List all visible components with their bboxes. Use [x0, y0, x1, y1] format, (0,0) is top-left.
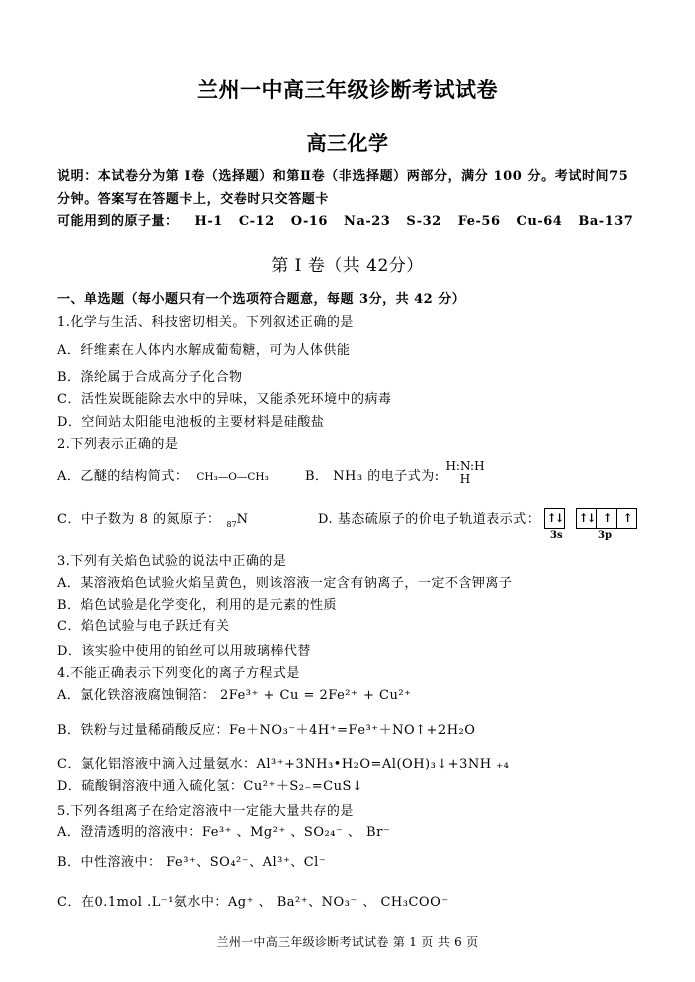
orbital-diagram: [545, 508, 637, 544]
option-text: C．中子数为 8 的氮原子：: [57, 512, 221, 527]
option-text: A．乙醚的结构简式：: [57, 469, 189, 484]
nuclide-numbers: 87: [226, 520, 237, 529]
doc-title: 兰州一中高三年级诊断考试试卷: [197, 77, 498, 102]
doc-subtitle: 高三化学: [306, 131, 389, 155]
q1-stem: 1.化学与生活、科技密切相关。下列叙述正确的是: [57, 315, 354, 330]
nuclide-symbol: N: [236, 512, 249, 527]
electron-formula-top: H:N:H: [445, 459, 485, 473]
q4-option-a: A．氯化铁溶液腐蚀铜箔： 2Fe³⁺ + Cu = 2Fe²⁺ + Cu²⁺: [57, 688, 412, 703]
atomic-mass-item: Fe-56: [457, 214, 501, 229]
section-title: 第 I 卷（共 42分）: [271, 256, 424, 276]
orbital-box: ↑: [616, 508, 637, 529]
q3-option-d: D．该实验中使用的铂丝可以用玻璃棒代替: [57, 644, 311, 659]
atomic-mass-line: [57, 214, 633, 230]
orbital-3p-group: [577, 508, 637, 529]
q1-option-a: A．纤维素在人体内水解成葡萄糖，可为人体供能: [57, 343, 351, 358]
orbital-box: ↑: [596, 508, 617, 529]
structural-formula: CH₃—O—CH₃: [196, 471, 269, 483]
q2-stem: 2.下列表示正确的是: [57, 437, 179, 452]
q4-stem: 4.不能正确表示下列变化的离子方程式是: [57, 666, 300, 681]
atomic-mass-item: H-1: [194, 214, 223, 229]
q2-option-d: D. 基态硫原子的价电子轨道表示式：: [318, 512, 541, 527]
q3-stem: 3.下列有关焰色试验的说法中正确的是: [57, 554, 287, 569]
atomic-mass-item: Na-23: [344, 214, 391, 229]
orbital-3p-label: 3p: [598, 530, 612, 541]
atomic-mass-item: O-16: [290, 214, 328, 229]
q2-option-a: [57, 469, 269, 485]
q3-option-b: B．焰色试验是化学变化，利用的是元素的性质: [57, 598, 338, 613]
q3-option-c: C．焰色试验与电子跃迁有关: [57, 619, 230, 634]
exam-note-line-1: 说明：本试卷分为第 Ⅰ卷（选择题）和第Ⅱ卷（非选择题）两部分，满分 100 分。考试时间75: [57, 169, 629, 184]
q5-option-a: A．澄清透明的溶液中：Fe³⁺ 、Mg²⁺ 、SO₂₄⁻ 、 Br⁻: [57, 825, 391, 840]
q1-option-b: B．涤纶属于合成高分子化合物: [57, 370, 243, 385]
q1-option-d: D．空间站太阳能电池板的主要材料是硅酸盐: [57, 415, 325, 430]
electron-formula-bottom: H: [459, 472, 471, 486]
orbital-box: ↑↓: [544, 508, 565, 529]
orbital-box: ↑↓: [576, 508, 597, 529]
q4-option-d: D．硫酸铜溶液中通入硫化氢：Cu²⁺＋S₂₋=CuS↓: [57, 779, 364, 794]
q4-option-b: B．铁粉与过量稀硝酸反应：Fe＋NO₃⁻＋4H⁺=Fe³⁺＋NO↑+2H₂O: [57, 723, 476, 738]
atomic-mass-item: C-12: [238, 214, 275, 229]
q4-option-c: C．氯化铝溶液中滴入过量氨水：Al³⁺+3NH₃•H₂O=Al(OH)₃↓+3NH ₊₄: [57, 757, 510, 772]
q5-option-c: C．在0.1mol .L⁻¹氨水中：Ag⁺ 、 Ba²⁺、NO₃⁻ 、 CH₃COO⁻: [57, 895, 449, 910]
page-footer: 兰州一中高三年级诊断考试试卷 第 1 页 共 6 页: [216, 935, 479, 949]
atomic-mass-label: 可能用到的原子量：: [57, 214, 179, 229]
q1-option-c: C．活性炭既能除去水中的异味，又能杀死环境中的病毒: [57, 392, 392, 407]
orbital-3s-group: [545, 508, 565, 529]
q5-stem: 5.下列各组离子在给定溶液中一定能大量共存的是: [57, 804, 354, 819]
exam-note-line-2: 分钟。答案写在答题卡上，交卷时只交答题卡: [57, 192, 330, 207]
q3-option-a: A．某溶液焰色试验火焰呈黄色，则该溶液一定含有钠离子，一定不含钾离子: [57, 576, 513, 591]
q5-option-b: B．中性溶液中： Fe³⁺、SO₄²⁻、Al³⁺、Cl⁻: [57, 855, 327, 870]
atomic-mass-item: S-32: [406, 214, 442, 229]
q2-option-b: B． NH₃ 的电子式为:: [305, 469, 440, 484]
q2-option-c: [57, 512, 249, 529]
orbital-3s-label: 3s: [550, 530, 563, 541]
atomic-mass-item: Ba-137: [578, 214, 634, 229]
section-instructions: 一、单选题（每小题只有一个选项符合题意，每题 3分，共 42 分）: [57, 292, 466, 307]
atomic-mass-item: Cu-64: [516, 214, 563, 229]
electron-formula: [445, 460, 485, 486]
